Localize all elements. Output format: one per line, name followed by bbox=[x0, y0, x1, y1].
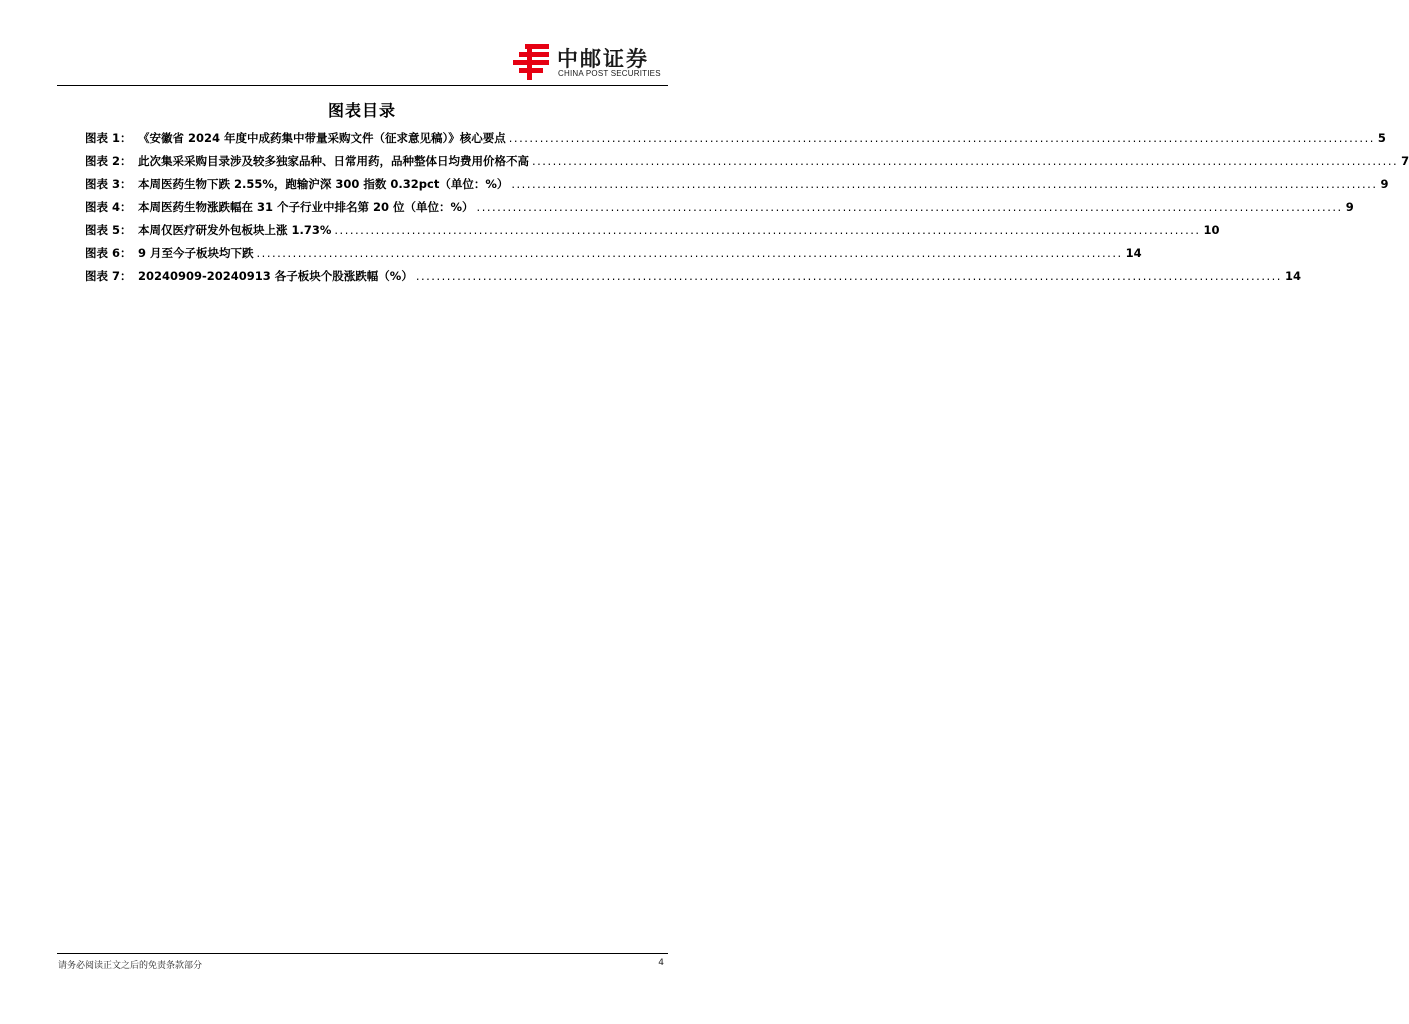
toc-leader-dots bbox=[477, 200, 1343, 214]
toc-entry-page: 14 bbox=[1284, 269, 1301, 283]
toc-entry-label: 图表 5： bbox=[85, 223, 132, 237]
toc-entry-text: 9 月至今子板块均下跌 bbox=[138, 246, 254, 260]
toc-entry-text: 此次集采采购目录涉及较多独家品种、日常用药，品种整体日均费用价格不高 bbox=[138, 154, 529, 168]
toc-entry-label: 图表 4： bbox=[85, 200, 132, 214]
footer-divider bbox=[57, 953, 668, 954]
toc-entry[interactable] bbox=[85, 176, 1389, 199]
logo-chinese-name: 中邮证券 bbox=[557, 47, 649, 71]
page-header bbox=[0, 0, 724, 86]
toc-entry-page: 14 bbox=[1125, 246, 1142, 260]
header-divider bbox=[57, 85, 668, 86]
toc-entry-label: 图表 3： bbox=[85, 177, 132, 191]
toc-entry-text: 本周仅医疗研发外包板块上涨 1.73% bbox=[138, 223, 332, 237]
toc-leader-dots bbox=[416, 269, 1282, 283]
toc-leader-dots bbox=[532, 154, 1398, 168]
toc-entry-page: 5 bbox=[1377, 131, 1386, 145]
toc-leader-dots bbox=[257, 246, 1123, 260]
toc-entry-label: 图表 7： bbox=[85, 269, 132, 283]
disclaimer-note: 请务必阅读正文之后的免责条款部分 bbox=[58, 961, 203, 971]
toc-title: 图表目录 bbox=[327, 101, 396, 120]
toc-entry-label: 图表 1： bbox=[85, 131, 132, 145]
toc-entry-text: 《安徽省 2024 年度中成药集中带量采购文件（征求意见稿）》核心要点 bbox=[138, 131, 506, 145]
toc-entry-page: 9 bbox=[1380, 177, 1389, 191]
toc-list bbox=[85, 130, 1409, 291]
toc-entry[interactable] bbox=[85, 130, 1386, 153]
toc-entry-page: 7 bbox=[1401, 154, 1409, 168]
toc-entry-page: 10 bbox=[1203, 223, 1220, 237]
company-logo bbox=[511, 42, 671, 82]
toc-entry-text: 本周医药生物涨跌幅在 31 个子行业中排名第 20 位（单位：%） bbox=[138, 200, 474, 214]
logo-english-name: CHINA POST SECURITIES bbox=[558, 69, 661, 78]
china-post-logo-icon bbox=[511, 42, 553, 82]
toc-entry-label: 图表 6： bbox=[85, 246, 132, 260]
toc-entry[interactable] bbox=[85, 245, 1142, 268]
toc-leader-dots bbox=[509, 131, 1375, 145]
toc-entry-text: 20240909-20240913 各子板块个股涨跌幅（%） bbox=[138, 269, 413, 283]
toc-entry[interactable] bbox=[85, 153, 1409, 176]
toc-entry[interactable] bbox=[85, 199, 1354, 222]
toc-leader-dots bbox=[334, 223, 1200, 237]
page-number: 4 bbox=[658, 958, 664, 968]
toc-entry-text: 本周医药生物下跌 2.55%，跑输沪深 300 指数 0.32pct（单位：%） bbox=[138, 177, 509, 191]
toc-entry[interactable] bbox=[85, 222, 1220, 245]
toc-leader-dots bbox=[511, 177, 1377, 191]
toc-entry[interactable] bbox=[85, 268, 1301, 291]
toc-entry-page: 9 bbox=[1345, 200, 1354, 214]
toc-entry-label: 图表 2： bbox=[85, 154, 132, 168]
